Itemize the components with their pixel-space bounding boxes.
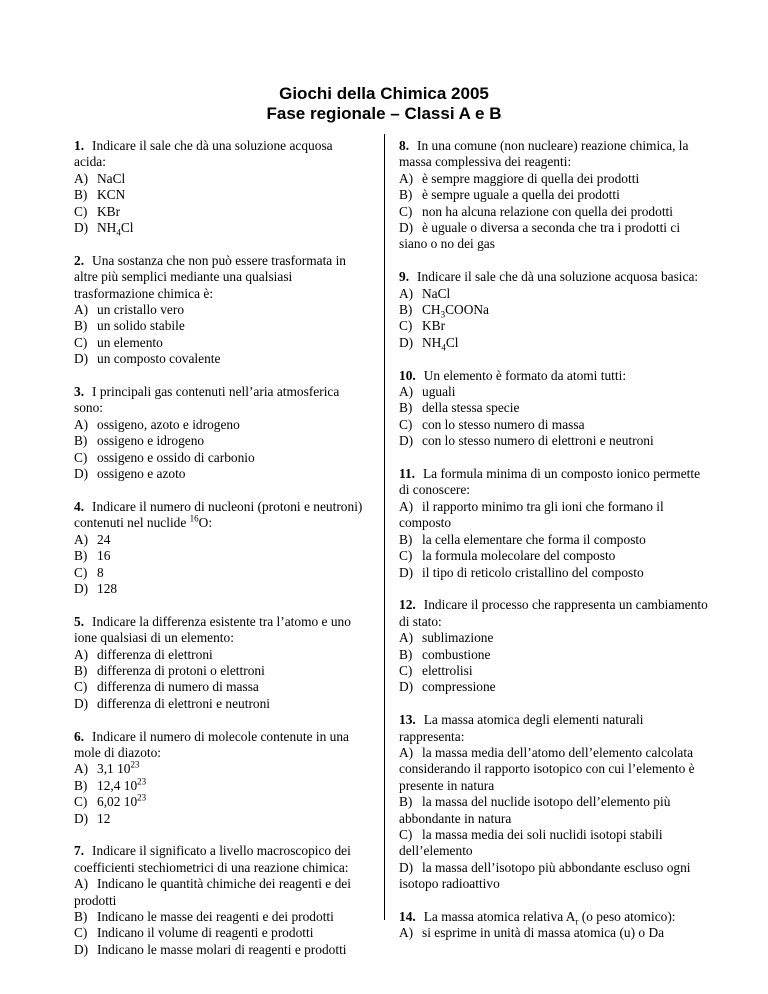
option-letter: B) (74, 318, 88, 334)
question-number: 10. (399, 367, 416, 383)
option-text: la massa media dell’atomo dell’elemento calcolata considerando il rapporto isotopico con cui l’elemento è presente in natura (399, 744, 695, 793)
question-stem (74, 499, 366, 532)
answer-option (399, 417, 709, 433)
option-text: è sempre uguale a quella dei prodotti (422, 187, 620, 203)
option-letter: D) (74, 351, 89, 367)
option-text: un composto covalente (97, 351, 221, 367)
option-text: con lo stesso numero di elettroni e neutroni (422, 433, 654, 449)
option-letter: A) (399, 630, 414, 646)
answer-option (74, 417, 366, 433)
question-stem (74, 138, 366, 171)
question-number: 3. (74, 384, 85, 400)
option-letter: B) (74, 909, 88, 924)
superscript: 23 (130, 759, 140, 770)
option-letter: C) (74, 449, 88, 465)
question-1 (74, 138, 366, 236)
question-text: Una sostanza che non può essere trasformata in altre più semplici mediante una qualsiasi trasformazione chimica è: (74, 252, 347, 301)
option-text: il rapporto minimo tra gli ioni che formano il composto (399, 498, 664, 531)
question-number: 11. (399, 466, 415, 482)
answer-option (74, 876, 366, 909)
question-text: Un elemento è formato da atomi tutti: (423, 367, 627, 383)
answer-option (399, 925, 709, 941)
option-text: un elemento (97, 334, 163, 350)
option-text: la massa del nuclide isotopo dell’elemento più abbondante in natura (399, 794, 671, 826)
option-letter: D) (74, 220, 89, 236)
question-stem (74, 384, 366, 417)
option-letter: A) (399, 285, 414, 301)
option-text-tail: Cl (120, 220, 134, 236)
option-text: 8 (97, 564, 104, 580)
answer-option (399, 400, 709, 416)
answer-option (74, 942, 366, 958)
superscript: 23 (137, 776, 147, 787)
option-text: 3,1 10 (97, 761, 131, 777)
answer-option (399, 499, 709, 532)
option-text: ossigeno, azoto e idrogeno (97, 416, 240, 432)
subscript: 4 (116, 227, 121, 238)
option-text: differenza di protoni o elettroni (97, 662, 265, 678)
subscript: 4 (441, 342, 446, 353)
answer-option (74, 909, 366, 925)
option-text: la massa media dei soli nuclidi isotopi stabili dell’elemento (399, 826, 663, 859)
option-text: differenza di elettroni (97, 646, 213, 662)
option-text: NH (422, 334, 442, 350)
option-text: Indicano le quantità chimiche dei reagenti e dei prodotti (74, 876, 351, 908)
option-letter: D) (399, 433, 414, 449)
option-text: ossigeno e azoto (97, 466, 186, 482)
answer-option (74, 302, 366, 318)
option-letter: D) (74, 580, 89, 596)
option-text: 24 (97, 531, 111, 547)
question-stem (399, 368, 709, 384)
question-stem (74, 253, 366, 302)
option-text: ossigeno e ossido di carbonio (97, 449, 255, 465)
option-text: 6,02 10 (97, 794, 138, 810)
option-text: combustione (422, 646, 491, 662)
superscript: 16 (189, 513, 199, 524)
answer-option (74, 532, 366, 548)
left-column (74, 138, 366, 975)
option-text: differenza di elettroni e neutroni (97, 695, 271, 711)
option-letter: B) (399, 400, 413, 416)
option-text: NH (97, 220, 117, 236)
answer-option (74, 811, 366, 827)
option-text: differenza di numero di massa (97, 679, 259, 695)
option-letter: C) (74, 925, 88, 941)
answer-option (399, 663, 709, 679)
option-letter: C) (74, 334, 88, 350)
option-text: un cristallo vero (97, 302, 185, 318)
answer-option (74, 925, 366, 941)
answer-option (399, 335, 709, 351)
question-3 (74, 384, 366, 482)
option-text: 12 (97, 810, 111, 826)
option-letter: C) (74, 679, 88, 695)
answer-option (399, 827, 709, 860)
option-letter: B) (74, 777, 88, 793)
option-text: CH (422, 302, 441, 318)
option-letter: D) (74, 695, 89, 711)
option-letter: B) (399, 794, 413, 810)
option-text: Indicano le masse dei reagenti e dei prodotti (97, 909, 334, 924)
answer-option (399, 548, 709, 564)
option-text: il tipo di reticolo cristallino del composto (422, 564, 644, 580)
answer-option (74, 220, 366, 236)
question-9 (399, 269, 709, 351)
question-text: Indicare il processo che rappresenta un cambiamento di stato: (399, 597, 708, 629)
option-letter: A) (399, 498, 414, 514)
answer-option (399, 187, 709, 203)
option-text: ossigeno e idrogeno (97, 433, 205, 449)
question-number: 13. (399, 712, 416, 728)
answer-option (399, 433, 709, 449)
question-number: 6. (74, 728, 85, 744)
question-text: Indicare la differenza esistente tra l’atomo e uno ione qualsiasi di un elemento: (74, 613, 351, 646)
answer-option (74, 204, 366, 220)
question-12 (399, 597, 709, 695)
answer-option (399, 220, 709, 253)
answer-option (399, 171, 709, 187)
question-5 (74, 614, 366, 712)
option-text: con lo stesso numero di massa (422, 416, 585, 432)
option-letter: C) (74, 564, 88, 580)
option-letter: B) (74, 662, 88, 678)
option-letter: C) (399, 416, 413, 432)
option-letter: A) (74, 302, 89, 318)
question-4 (74, 499, 366, 597)
option-text: Indicano il volume di reagenti e prodotti (97, 925, 314, 941)
answer-option (74, 794, 366, 810)
answer-option (74, 696, 366, 712)
question-number: 14. (399, 909, 416, 924)
option-letter: A) (74, 646, 89, 662)
option-letter: A) (399, 384, 414, 400)
option-letter: B) (399, 187, 413, 203)
question-number: 9. (399, 269, 410, 285)
answer-option (399, 532, 709, 548)
answer-option (74, 335, 366, 351)
answer-option (74, 581, 366, 597)
option-letter: C) (399, 548, 413, 564)
answer-option (399, 286, 709, 302)
answer-option (74, 187, 366, 203)
question-number: 8. (399, 138, 410, 153)
option-text: Indicano le masse molari di reagenti e prodotti (97, 941, 347, 957)
question-number: 12. (399, 597, 416, 613)
option-text: 12,4 10 (97, 777, 138, 793)
option-text: la formula molecolare del composto (422, 548, 616, 564)
question-text: Indicare il numero di molecole contenute in una mole di diazoto: (74, 728, 349, 760)
answer-option (399, 745, 709, 794)
option-text: 128 (97, 580, 118, 596)
option-letter: C) (399, 662, 413, 678)
question-stem (399, 466, 709, 499)
subscript: r (575, 916, 579, 927)
option-letter: D) (399, 679, 414, 695)
option-letter: A) (399, 170, 414, 186)
question-number: 7. (74, 843, 85, 859)
question-10 (399, 368, 709, 450)
answer-option (399, 860, 709, 893)
option-text: 16 (97, 548, 111, 564)
option-letter: A) (399, 925, 414, 941)
option-text: uguali (422, 384, 456, 400)
option-letter: B) (399, 646, 413, 662)
option-letter: D) (74, 466, 89, 482)
option-letter: A) (74, 876, 89, 892)
right-column (399, 138, 709, 958)
option-text: KBr (97, 203, 121, 219)
option-text: NaCl (97, 170, 126, 186)
answer-option (399, 679, 709, 695)
option-text-tail: COONa (445, 302, 489, 318)
question-text: Indicare il numero di nucleoni (protoni e neutroni) contenuti nel nuclide (74, 498, 363, 531)
option-letter: D) (399, 334, 414, 350)
option-letter: C) (399, 318, 413, 334)
question-14 (399, 909, 709, 942)
question-number: 4. (74, 498, 85, 514)
question-13 (399, 712, 709, 892)
answer-option (74, 171, 366, 187)
option-text: KBr (422, 318, 446, 334)
question-text-tail: (o peso atomico): (578, 909, 676, 924)
option-letter: B) (74, 187, 88, 203)
question-stem (399, 138, 709, 171)
answer-option (399, 630, 709, 646)
answer-option (399, 318, 709, 334)
question-stem (74, 843, 366, 876)
column-divider (384, 134, 385, 920)
option-letter: A) (74, 416, 89, 432)
option-letter: A) (74, 170, 89, 186)
option-letter: D) (74, 941, 89, 957)
question-text: In una comune (non nucleare) reazione chimica, la massa complessiva dei reagenti: (399, 138, 689, 170)
option-text: sublimazione (422, 630, 494, 646)
question-stem (399, 269, 709, 285)
answer-option (399, 565, 709, 581)
question-text-tail: O: (198, 515, 213, 531)
option-letter: B) (74, 548, 88, 564)
superscript: 23 (137, 792, 147, 803)
question-text: La formula minima di un composto ionico permette di conoscere: (399, 466, 701, 498)
option-letter: B) (399, 302, 413, 318)
question-number: 1. (74, 138, 85, 153)
option-text: la cella elementare che forma il composto (422, 531, 646, 547)
option-letter: C) (399, 826, 413, 842)
answer-option (74, 761, 366, 777)
answer-option (74, 318, 366, 334)
question-stem (74, 729, 366, 762)
answer-option (399, 204, 709, 220)
option-letter: D) (399, 859, 414, 875)
question-text: La massa atomica relativa A (423, 909, 576, 924)
answer-option (74, 351, 366, 367)
option-letter: A) (74, 761, 89, 777)
question-7 (74, 843, 366, 958)
question-stem (399, 712, 709, 745)
option-text: la massa dell’isotopo più abbondante escluso ogni isotopo radioattivo (399, 859, 691, 892)
question-text: La massa atomica degli elementi naturali rappresenta: (399, 712, 644, 744)
option-letter: C) (74, 203, 88, 219)
question-6 (74, 729, 366, 827)
option-text: KCN (97, 187, 126, 203)
answer-option (399, 384, 709, 400)
question-text: Indicare il sale che dà una soluzione acquosa basica: (417, 269, 699, 285)
option-letter: B) (399, 531, 413, 547)
answer-option (74, 433, 366, 449)
answer-option (74, 450, 366, 466)
option-letter: B) (74, 433, 88, 449)
option-letter: C) (399, 203, 413, 219)
question-number: 5. (74, 613, 85, 629)
question-stem (399, 597, 709, 630)
answer-option (74, 548, 366, 564)
question-text: Indicare il significato a livello macroscopico dei coefficienti stechiometrici di una reazione chimica: (74, 843, 351, 875)
option-letter: D) (399, 220, 414, 236)
option-text: compressione (422, 679, 496, 695)
subscript: 3 (440, 309, 446, 320)
page-subtitle: Fase regionale – Classi A e B (266, 104, 502, 123)
question-11 (399, 466, 709, 581)
question-stem (399, 909, 709, 925)
answer-option (74, 466, 366, 482)
option-text: della stessa specie (422, 400, 520, 416)
question-text: Indicare il sale che dà una soluzione acquosa acida: (74, 138, 333, 170)
question-8 (399, 138, 709, 253)
answer-option (399, 302, 709, 318)
page-title: Giochi della Chimica 2005 (279, 84, 489, 103)
question-number: 2. (74, 252, 85, 268)
option-text: non ha alcuna relazione con quella dei prodotti (422, 203, 673, 219)
option-text: è sempre maggiore di quella dei prodotti (422, 170, 640, 186)
answer-option (74, 778, 366, 794)
option-text: un solido stabile (97, 318, 185, 334)
answer-option (74, 647, 366, 663)
option-text: è uguale o diversa a seconda che tra i prodotti ci siano o no dei gas (399, 220, 681, 252)
option-text-tail: Cl (445, 334, 459, 350)
answer-option (74, 663, 366, 679)
question-text: I principali gas contenuti nell’aria atmosferica sono: (74, 384, 340, 416)
option-text: elettrolisi (422, 662, 473, 678)
question-2 (74, 253, 366, 368)
option-text: NaCl (422, 285, 451, 301)
question-stem (74, 614, 366, 647)
option-text: si esprime in unità di massa atomica (u) o Da (422, 925, 665, 941)
option-letter: A) (399, 744, 414, 760)
answer-option (399, 794, 709, 827)
title-block (0, 84, 768, 124)
answer-option (74, 565, 366, 581)
option-letter: A) (74, 531, 89, 547)
option-letter: D) (74, 810, 89, 826)
option-letter: C) (74, 794, 88, 810)
answer-option (74, 679, 366, 695)
option-letter: D) (399, 564, 414, 580)
answer-option (399, 647, 709, 663)
